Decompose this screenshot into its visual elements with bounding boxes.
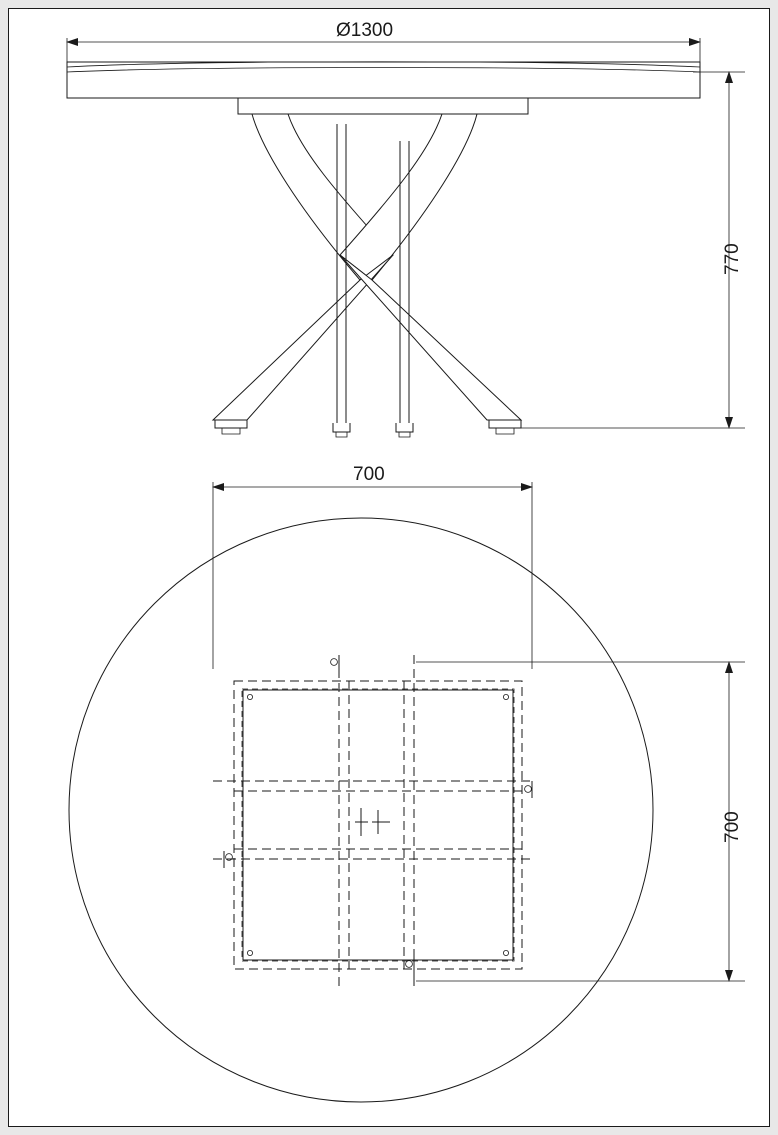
dimension-label-diameter: Ø1300: [336, 20, 394, 41]
top-plan-view: [69, 482, 745, 1102]
mounting-plate-front: [238, 98, 528, 114]
tabletop-front: [67, 62, 700, 98]
leg-lower-right-front: [340, 255, 521, 434]
front-elevation-view: [67, 38, 745, 437]
dimension-label-base-depth: 700: [722, 811, 743, 843]
center-post-left-front: [333, 124, 350, 437]
dimension-label-height: 770: [722, 243, 743, 275]
dimension-label-base-width: 700: [353, 464, 385, 485]
dimension-height: [521, 72, 745, 428]
